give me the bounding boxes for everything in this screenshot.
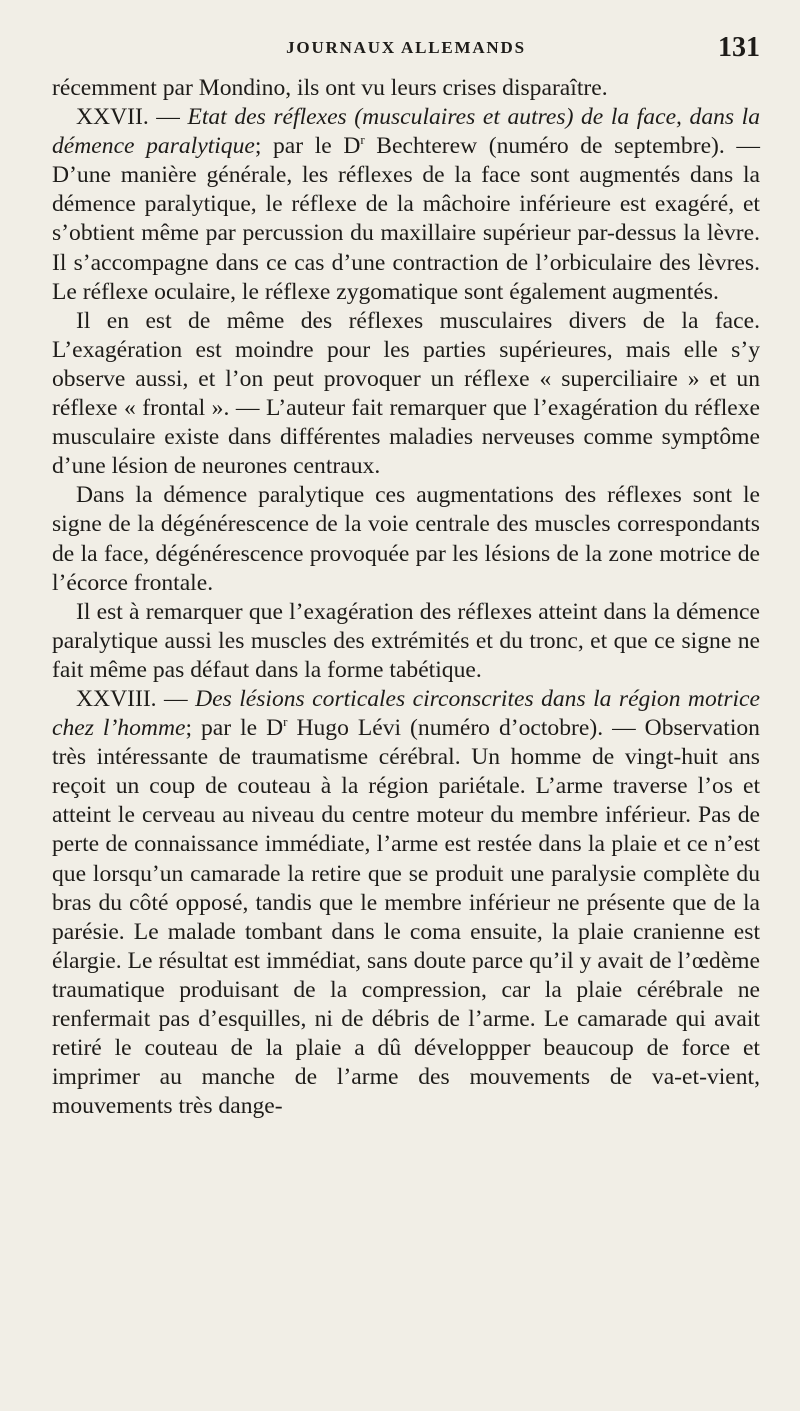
superscript-run: r — [283, 714, 288, 730]
paragraph-review-xxviii — [52, 685, 760, 1121]
paragraph-facial-reflexes — [52, 307, 760, 482]
text-run: Hugo Lévi (numéro d’octobre). — Observation très intéressante de traumatisme cérébral. Un homme de vingt-huit ans reçoit un coup de couteau à la région pariétale. L’arme traverse l’os et atteint le cerveau au niveau du centre moteur du membre inférieur. Pas de perte de connaissance immédiate, l’arme est restée dans la plaie et ce n’est que lorsqu’un camarade la retire que se produit une paralysie complète du bras du côté opposé, tandis que le membre inférieur ne présente que de la parésie. Le malade tombant dans le coma ensuite, la plaie cranienne est élargie. Le résultat est immédiat, sans doute parce qu’il y avait de l’œdème traumatique produisant de la compression, car la plaie cérébrale ne renfermait pas d’esquilles, ni de débris de l’arme. Le camarade qui avait retiré le couteau de la plaie a dû développper beaucoup de force et imprimer au manche de l’arme des mouvements de va-et-vient, mouvements très dange- — [52, 715, 760, 1120]
paragraph-degeneration — [52, 481, 760, 597]
text-run: récemment par Mondino, ils ont vu leurs crises disparaître. — [52, 75, 608, 101]
text-run: XXVII. — — [76, 104, 188, 131]
paragraph-continuation — [52, 74, 760, 103]
body-text — [52, 74, 760, 1121]
page — [52, 30, 760, 1395]
text-run: ; par le D — [254, 133, 361, 160]
text-run: Bechterew (numéro de septembre). — D’une manière générale, les réflexes de la face sont augmentés dans la démence paralytique, le réflexe de la mâchoire inférieure est exagéré, et s’obtient même par percussion du maxillaire supérieur par-dessus la lèvre. Il s’accompagne dans ce cas d’une contraction de l’orbiculaire des lèvres. Le réflexe oculaire, le réflexe zygomatique sont également augmentés. — [52, 133, 760, 305]
text-run: Il est à remarquer que l’exagération des réflexes atteint dans la démence paralytique aussi les muscles des extrémités et du tronc, et que ce signe ne fait même pas défaut dans la forme tabétique. — [52, 598, 760, 683]
text-run: XXVIII. — — [76, 685, 196, 712]
text-run: Dans la démence paralytique ces augmentations des réflexes sont le signe de la dégénérescence de la voie centrale des muscles correspondants de la face, dégénérescence provoquée par les lésions de la zone motrice de l’écorce frontale. — [52, 482, 760, 596]
paragraph-review-xxvii — [52, 103, 760, 307]
paragraph-extremities — [52, 598, 760, 685]
superscript-run: r — [360, 132, 365, 148]
page-number: 131 — [718, 32, 760, 63]
running-title: JOURNAUX ALLEMANDS — [286, 38, 526, 57]
italic-title-run: Des lésions corticales circonscrites dans la région motrice chez l’homme — [52, 685, 760, 742]
running-head — [52, 30, 760, 74]
text-run: Il en est de même des réflexes musculaires divers de la face. L’exagération est moindre pour les parties supérieures, mais elle s’y observe aussi, et l’on peut provoquer un réflexe « superciliaire » et un réflexe « frontal ». — L’auteur fait remarquer que l’exagération du réflexe musculaire existe dans différentes maladies nerveuses comme symptôme d’une lésion de neurones centraux. — [52, 307, 760, 480]
text-run: ; par le D — [185, 715, 284, 742]
italic-title-run: Etat des réflexes (musculaires et autres) de la face, dans la démence paralytique — [52, 104, 761, 160]
